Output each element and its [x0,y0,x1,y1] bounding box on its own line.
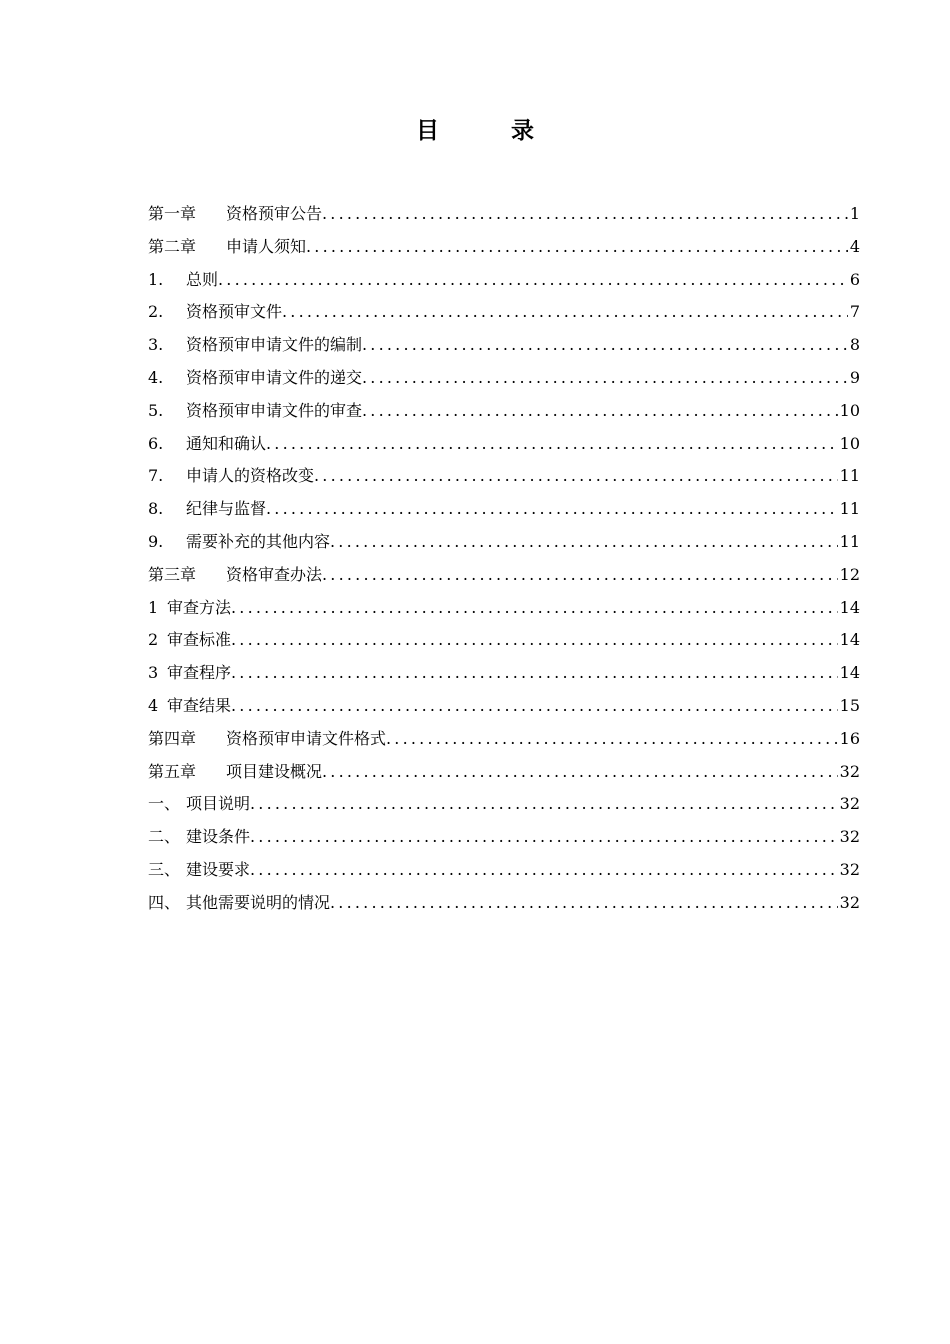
toc-entry-number: 1. [148,269,164,289]
toc-entry[interactable] [148,296,860,329]
toc-entry-number: 第三章 [148,564,197,584]
toc-entry[interactable] [148,526,860,559]
toc-page-number: 14 [839,630,860,650]
toc-leader-dots [231,624,838,657]
toc-entry-title [148,231,306,264]
toc-entry[interactable] [148,723,860,756]
toc-page-number: 32 [839,794,860,814]
toc-leader-dots [250,854,838,887]
toc-entry-number: 三、 [148,859,181,879]
toc-entry-title [148,854,250,887]
toc-leader-dots [362,329,848,362]
toc-entry-label: 审查方法 [167,597,232,617]
toc-entry-title [148,296,282,329]
toc-entry-title [148,887,330,920]
toc-entry-label: 总则 [186,269,219,289]
toc-page-number: 32 [839,892,860,912]
toc-entry[interactable] [148,329,860,362]
toc-leader-dots [250,821,838,854]
toc-entry-title [148,756,322,789]
toc-entry-label: 资格预审文件 [186,302,283,322]
toc-leader-dots [282,296,848,329]
toc-leader-dots [322,559,838,592]
toc-title-part1: 目 [416,117,439,144]
toc-entry-label: 通知和确认 [186,433,267,453]
toc-entry-title [148,362,362,395]
toc-page-number: 8 [849,335,860,355]
toc-leader-dots [330,887,838,920]
toc-entry-label: 建设条件 [186,827,251,847]
toc-leader-dots [231,657,838,690]
toc-entry[interactable] [148,493,860,526]
toc-entry-title [148,723,386,756]
toc-entry-title [148,559,322,592]
toc-entry[interactable] [148,460,860,493]
toc-entry-number: 二、 [148,827,181,847]
toc-leader-dots [231,592,838,625]
toc-entry[interactable] [148,690,860,723]
toc-entry-label: 项目说明 [186,794,251,814]
toc-leader-dots [231,690,838,723]
toc-entry-number: 7. [148,466,164,486]
toc-entry[interactable] [148,821,860,854]
toc-leader-dots [306,231,848,264]
toc-entry[interactable] [148,887,860,920]
toc-entry-title [148,198,322,231]
toc-entry[interactable] [148,395,860,428]
toc-page-number: 10 [839,433,860,453]
toc-entry[interactable] [148,198,860,231]
toc-entry-label: 资格审查办法 [226,564,323,584]
toc-entry-number: 9. [148,531,164,551]
toc-entry-number: 第一章 [148,204,197,223]
toc-entry-number: 第五章 [148,761,197,781]
toc-entry[interactable] [148,756,860,789]
toc-page-number: 11 [839,466,860,486]
toc-entry-label: 审查程序 [167,663,232,683]
toc-page-number: 1 [849,204,860,223]
toc-entry-label: 资格预审申请文件的审查 [186,400,363,420]
toc-title [0,112,950,145]
toc-entry-number: 6. [148,433,164,453]
toc-page-number: 12 [839,564,860,584]
toc-entry[interactable] [148,657,860,690]
toc-entry-label: 其他需要说明的情况 [186,892,331,912]
toc-entry-number: 3. [148,335,164,355]
toc-page-number: 14 [839,663,860,683]
toc-entry-number: 2 [148,630,159,650]
toc-entry-title [148,821,250,854]
toc-entry[interactable] [148,788,860,821]
toc-entry[interactable] [148,854,860,887]
toc-entry-title [148,428,266,461]
toc-entry-title [148,592,231,625]
toc-page-number: 9 [849,367,860,387]
toc-leader-dots [362,362,848,395]
toc-entry[interactable] [148,592,860,625]
toc-entry-label: 需要补充的其他内容 [186,531,331,551]
toc-entry-number: 3 [148,663,159,683]
toc-entry-label: 资格预审申请文件格式 [226,728,387,748]
toc-page-number: 4 [849,236,860,256]
toc-page-number: 6 [849,269,860,289]
toc-page-number: 32 [839,859,860,879]
toc-entry-label: 项目建设概况 [226,761,323,781]
toc-entry-title [148,788,250,821]
toc-entry-number: 第四章 [148,728,197,748]
toc-leader-dots [386,723,838,756]
toc-entry-number: 4. [148,367,164,387]
toc-entry-number: 8. [148,499,164,519]
toc-entry-number: 一、 [148,794,181,814]
toc-entry-label: 申请人须知 [226,236,307,256]
toc-entry[interactable] [148,559,860,592]
toc-entry-number: 第二章 [148,236,197,256]
toc-leader-dots [250,788,838,821]
toc-entry-title [148,329,362,362]
toc-title-part2: 录 [511,117,534,144]
toc-page-number: 11 [839,499,860,519]
toc-entry[interactable] [148,624,860,657]
toc-entry-label: 纪律与监督 [186,499,267,519]
toc-entry-title [148,460,314,493]
toc-entry-title [148,690,231,723]
toc-entry-number: 4 [148,695,159,715]
toc-page-number: 10 [839,400,860,420]
toc-page-number: 14 [839,597,860,617]
toc-entry-number: 5. [148,400,164,420]
toc-entry-number: 1 [148,597,159,617]
toc-entry-label: 资格预审申请文件的递交 [186,367,363,387]
toc-page-number: 16 [839,728,860,748]
toc-entry-title [148,264,218,297]
toc-leader-dots [266,428,838,461]
toc-entry-title [148,657,231,690]
toc-leader-dots [314,460,838,493]
toc-entry-title [148,526,330,559]
toc-page-number: 32 [839,761,860,781]
toc-leader-dots [322,756,838,789]
toc-entry-number: 四、 [148,892,181,912]
toc-entry-title [148,624,231,657]
toc-leader-dots [266,493,838,526]
toc-entry-label: 资格预审公告 [226,204,323,223]
table-of-contents [148,198,860,920]
toc-leader-dots [330,526,838,559]
toc-entry-title [148,395,362,428]
toc-page-number: 11 [839,531,860,551]
toc-page-number: 7 [849,302,860,322]
toc-entry-label: 资格预审申请文件的编制 [186,335,363,355]
toc-entry-label: 申请人的资格改变 [186,466,315,486]
toc-entry-label: 建设要求 [186,859,251,879]
toc-entry-title [148,493,266,526]
toc-leader-dots [322,198,848,231]
toc-entry[interactable] [148,264,860,297]
toc-page-number: 15 [839,695,860,715]
toc-leader-dots [362,395,838,428]
toc-entry[interactable] [148,428,860,461]
toc-leader-dots [218,264,848,297]
toc-entry[interactable] [148,362,860,395]
toc-entry-label: 审查结果 [167,695,232,715]
toc-entry-number: 2. [148,302,164,322]
toc-entry[interactable] [148,231,860,264]
toc-entry-label: 审查标准 [167,630,232,650]
toc-page-number: 32 [839,827,860,847]
